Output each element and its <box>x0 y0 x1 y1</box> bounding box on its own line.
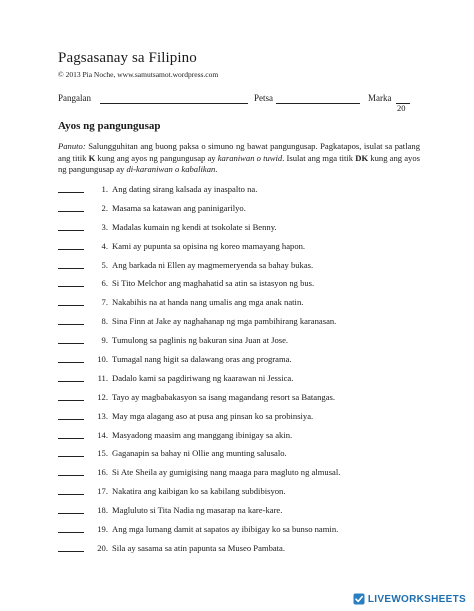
answer-blank[interactable] <box>58 551 84 552</box>
question-text: Magluluto si Tita Nadia ng masarap na kare-kare. <box>112 505 283 516</box>
question-text: Masama sa katawan ang paninigarilyo. <box>112 202 246 213</box>
question-number: 2. <box>101 202 108 213</box>
question-number: 1. <box>101 184 108 194</box>
answer-blank[interactable] <box>58 286 84 287</box>
question-number: 11. <box>97 372 108 383</box>
instructions-text-1: Salungguhitan ang buong paksa o simuno ng bawat pangungusap. Pagkatapos, isulat sa patlang ang titik <box>58 141 420 163</box>
instructions-text-4: kung ang ayos ng pangungusap ay <box>58 152 420 175</box>
instructions-mark-dk: DK <box>355 152 369 163</box>
question-text: Masyadong maasim ang manggang ibinigay sa akin. <box>112 429 293 440</box>
question-text: Si Tito Melchor ang maghahatid sa atin sa istasyon ng bus. <box>112 278 315 289</box>
question-number: 13. <box>97 410 108 421</box>
question-text: Madalas kumain ng kendi at tsokolate si Benny. <box>112 221 277 232</box>
answer-blank[interactable] <box>58 532 84 533</box>
question-item <box>58 354 418 373</box>
question-text: Kami ay pupunta sa opisina ng koreo mamayang hapon. <box>112 240 306 251</box>
question-number: 20. <box>97 542 108 553</box>
instructions-label: Panuto: <box>58 141 86 151</box>
question-item <box>58 411 418 430</box>
question-item <box>58 505 418 524</box>
instructions-term-k: karaniwan o tuwid <box>217 152 283 163</box>
question-item <box>58 430 418 449</box>
liveworksheets-logo-icon <box>353 593 365 605</box>
student-info-row <box>58 93 418 109</box>
answer-blank[interactable] <box>58 494 84 495</box>
answer-blank[interactable] <box>58 362 84 363</box>
question-number: 9. <box>101 335 108 346</box>
question-item <box>58 184 418 203</box>
question-text: Ang dating sirang kalsada ay inaspalto na. <box>112 184 258 194</box>
question-item <box>58 260 418 279</box>
question-text: Tumagal nang higit sa dalawang oras ang programa. <box>112 354 292 365</box>
question-number: 15. <box>97 448 108 459</box>
question-text: Dadalo kami sa pagdiriwang ng kaarawan ni Jessica. <box>112 372 294 383</box>
copyright-line: © 2013 Pia Noche, www.samutsamot.wordpress.com <box>58 70 219 79</box>
answer-blank[interactable] <box>58 268 84 269</box>
instructions-text-5: . <box>215 164 218 175</box>
question-text: Ang mga lumang damit at sapatos ay ibibigay ko sa bunso namin. <box>112 524 339 535</box>
answer-blank[interactable] <box>58 438 84 439</box>
question-number: 12. <box>97 391 108 402</box>
section-title: Ayos ng pangungusap <box>58 120 161 132</box>
date-label: Petsa <box>254 93 273 103</box>
instructions-text-3: . Isulat ang mga titik <box>282 152 356 163</box>
question-item <box>58 316 418 335</box>
answer-blank[interactable] <box>58 419 84 420</box>
question-item <box>58 335 418 354</box>
question-text: Nakabihis na at handa nang umalis ang mga anak natin. <box>112 297 304 308</box>
question-item <box>58 448 418 467</box>
question-item <box>58 241 418 260</box>
question-number: 18. <box>97 505 108 516</box>
answer-blank[interactable] <box>58 400 84 401</box>
question-number: 16. <box>97 467 108 478</box>
question-item <box>58 543 418 562</box>
answer-blank[interactable] <box>58 249 84 250</box>
question-item <box>58 203 418 222</box>
name-label: Pangalan <box>58 93 91 103</box>
question-item <box>58 467 418 486</box>
question-item <box>58 373 418 392</box>
answer-blank[interactable] <box>58 192 84 193</box>
question-number: 17. <box>97 486 108 497</box>
question-item <box>58 392 418 411</box>
question-number: 3. <box>101 221 108 232</box>
date-field[interactable] <box>276 103 360 104</box>
worksheet-title: Pagsasanay sa Filipino <box>58 50 197 66</box>
question-item <box>58 486 418 505</box>
question-number: 10. <box>97 354 108 365</box>
score-total: 20 <box>397 103 406 113</box>
question-item <box>58 222 418 241</box>
answer-blank[interactable] <box>58 343 84 344</box>
question-text: Tayo ay magbabakasyon sa isang magandang resort sa Batangas. <box>112 391 336 402</box>
instructions-paragraph <box>58 141 420 176</box>
question-number: 8. <box>101 316 108 327</box>
answer-blank[interactable] <box>58 456 84 457</box>
liveworksheets-logo-text: LIVEWORKSHEETS <box>367 593 466 605</box>
instructions-mark-k: K <box>88 152 96 163</box>
instructions-term-dk: di-karaniwan o kabalikan <box>126 164 216 175</box>
question-number: 6. <box>101 278 108 289</box>
question-text: Ang barkada ni Ellen ay magmemeryenda sa bahay bukas. <box>112 259 314 270</box>
question-list <box>58 184 418 562</box>
answer-blank[interactable] <box>58 230 84 231</box>
question-text: Tumulong sa paglinis ng bakuran sina Juan at Jose. <box>112 335 289 346</box>
question-number: 4. <box>101 240 108 251</box>
question-number: 14. <box>97 429 108 440</box>
question-item <box>58 278 418 297</box>
instructions-text-2: kung ang ayos ng pangungusap ay <box>95 152 218 163</box>
question-item <box>58 524 418 543</box>
answer-blank[interactable] <box>58 475 84 476</box>
answer-blank[interactable] <box>58 211 84 212</box>
answer-blank[interactable] <box>58 381 84 382</box>
liveworksheets-logo <box>353 592 466 606</box>
question-text: Gaganapin sa bahay ni Ollie ang munting salusalo. <box>112 448 287 459</box>
question-text: Nakatira ang kaibigan ko sa kabilang subdibisyon. <box>112 486 286 497</box>
score-label: Marka <box>368 93 392 103</box>
answer-blank[interactable] <box>58 324 84 325</box>
question-number: 7. <box>101 297 108 308</box>
question-text: Sila ay sasama sa atin papunta sa Museo Pambata. <box>112 542 286 553</box>
question-number: 5. <box>101 259 108 270</box>
question-item <box>58 297 418 316</box>
answer-blank[interactable] <box>58 305 84 306</box>
question-text: May mga alagang aso at pusa ang pinsan ko sa probinsiya. <box>112 410 314 421</box>
question-text: Si Ate Sheila ay gumigising nang maaga para magluto ng almusal. <box>112 467 341 478</box>
question-text: Sina Finn at Jake ay naghahanap ng mga pambihirang karanasan. <box>112 316 337 327</box>
answer-blank[interactable] <box>58 513 84 514</box>
question-number: 19. <box>97 524 108 535</box>
name-field[interactable] <box>100 103 248 104</box>
